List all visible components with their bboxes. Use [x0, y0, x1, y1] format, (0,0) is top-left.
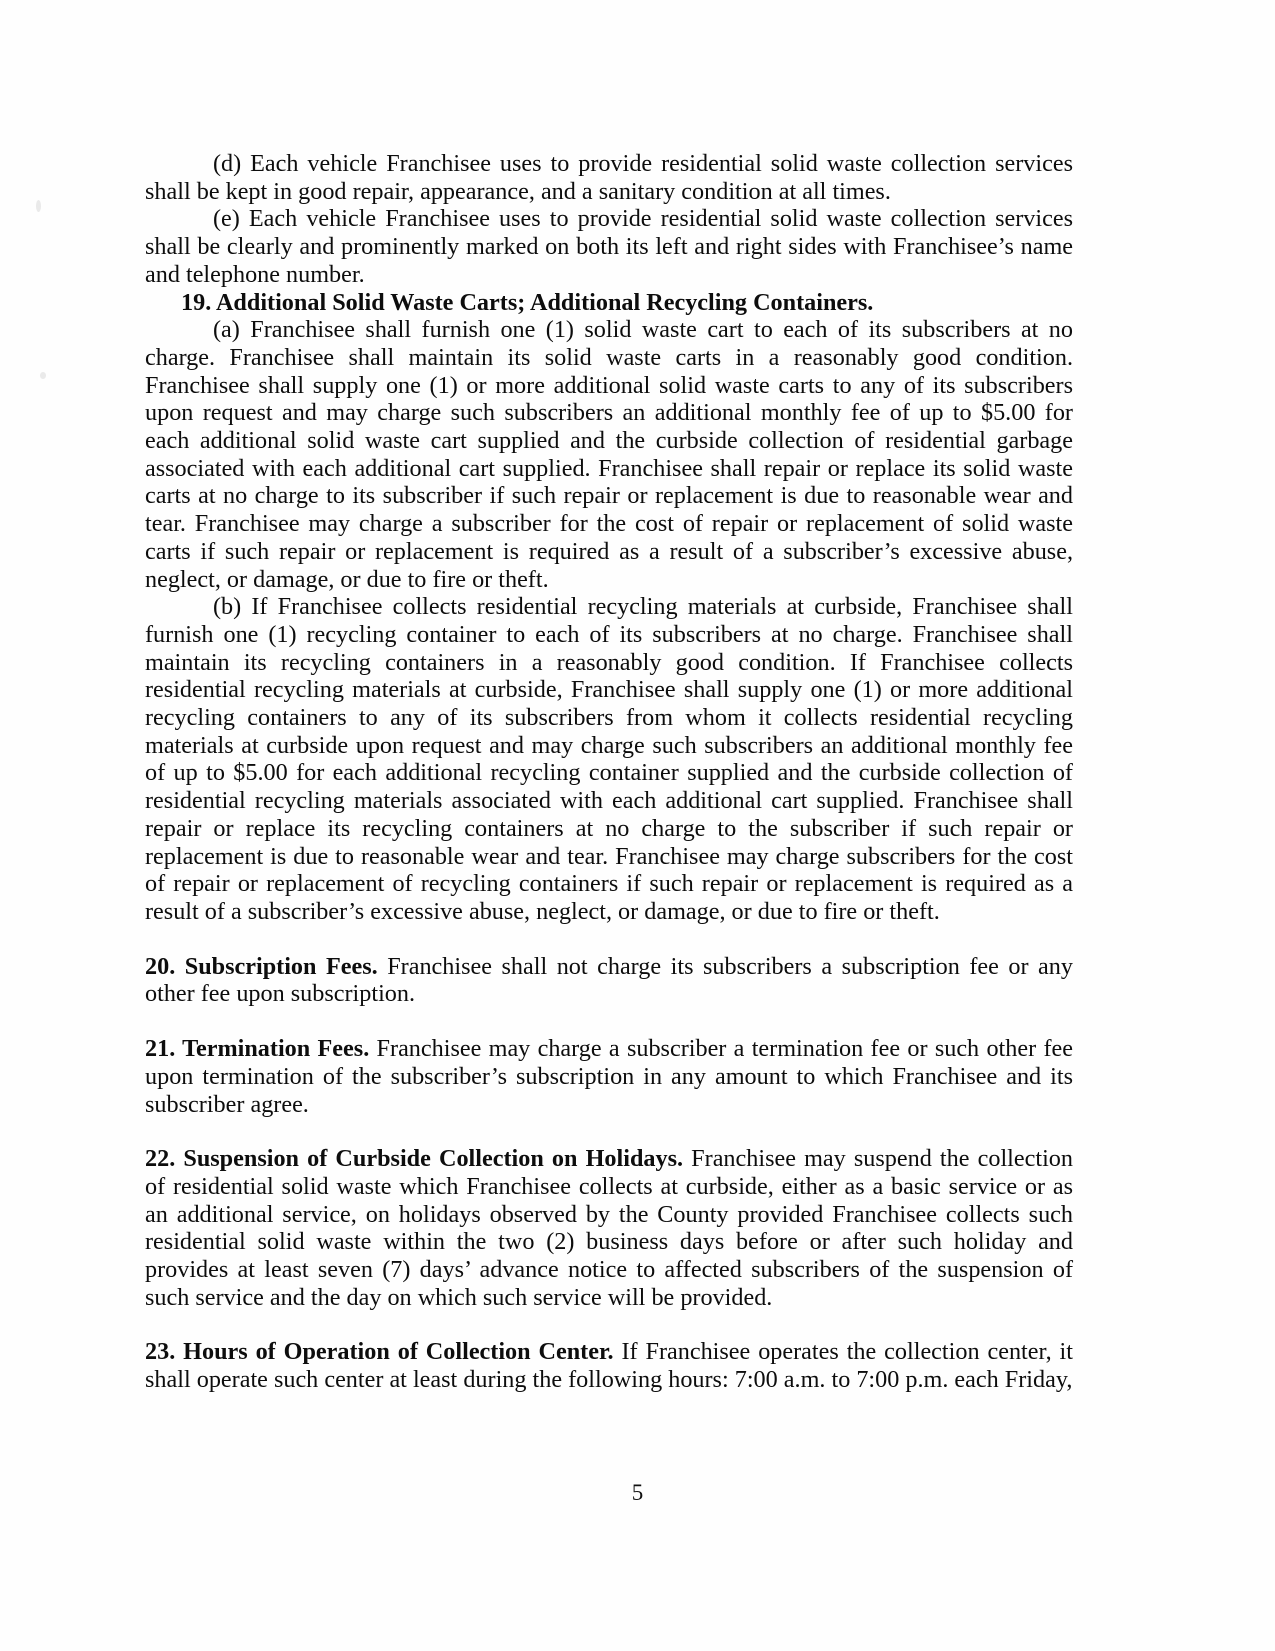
paragraph-d: (d) Each vehicle Franchisee uses to provide residential solid waste collection services shall be kept in good repair, appearance, and a sanitary condition at all times. [145, 150, 1073, 205]
section-21-heading: 21. Termination Fees. [145, 1035, 370, 1063]
paragraph-e: (e) Each vehicle Franchisee uses to provide residential solid waste collection services shall be clearly and prominently marked on both its left and right sides with Franchisee’s name and telephone number. [145, 205, 1073, 288]
section-20-text: Franchisee shall not charge its subscribers a subscription fee or any other fee upon subscription. [145, 952, 1073, 1008]
section-20-subscription-fees [145, 953, 1073, 1008]
document-body [145, 150, 1073, 1394]
section-21-termination-fees [145, 1035, 1073, 1118]
section-22-text: Franchisee may suspend the collection of residential solid waste which Franchisee collects at curbside, either as a basic service or as an additional service, on holidays observed by the County provided Franchisee collects such residential solid waste within the two (2) business days before or after such holiday and provides at least seven (7) days’ advance notice to affected subscribers of the suspension of such service and the day on which such service will be provided. [145, 1145, 1073, 1311]
section-23-heading: 23. Hours of Operation of Collection Center. [145, 1338, 614, 1366]
section-21-text: Franchisee may charge a subscriber a termination fee or such other fee upon termination of the subscriber’s subscription in any amount to which Franchisee and its subscriber agree. [145, 1035, 1073, 1118]
section-23-hours-of-operation [145, 1338, 1073, 1393]
page-number: 5 [631, 1480, 644, 1505]
section-22-suspension-of-curbside-collection [145, 1145, 1073, 1311]
section-19-paragraph-b: (b) If Franchisee collects residential recycling materials at curbside, Franchisee shall furnish one (1) recycling container to each of its subscribers at no charge. Franchisee shall maintain its recycling containers in a reasonably good condition. If Franchisee collects residential recycling materials at curbside, Franchisee shall supply one (1) or more additional recycling containers to any of its subscribers from whom it collects residential recycling materials at curbside upon request and may charge such subscribers an additional monthly fee of up to $5.00 for each additional recycling container supplied and the curbside collection of residential recycling materials associated with each additional cart supplied. Franchisee shall repair or replace its recycling containers at no charge to the subscriber if such repair or replacement is due to reasonable wear and tear. Franchisee may charge subscribers for the cost of repair or replacement of recycling containers if such repair or replacement is required as a result of a subscriber’s excessive abuse, neglect, or damage, or due to fire or theft. [145, 593, 1073, 925]
section-20-heading: 20. Subscription Fees. [145, 952, 378, 980]
section-23-text: If Franchisee operates the collection center, it shall operate such center at least during the following hours: 7:00 a.m. to 7:00 p.m. each Friday, [145, 1338, 1073, 1394]
scan-artifact-speck [40, 372, 46, 379]
section-19-paragraph-a: (a) Franchisee shall furnish one (1) solid waste cart to each of its subscribers at no charge. Franchisee shall maintain its solid waste carts in a reasonably good condition. Franchisee shall supply one (1) or more additional solid waste carts to any of its subscribers upon request and may charge such subscribers an additional monthly fee of up to $5.00 for each additional solid waste cart supplied and the curbside collection of residential garbage associated with each additional cart supplied. Franchisee shall repair or replace its solid waste carts at no charge to its subscriber if such repair or replacement is due to reasonable wear and tear. Franchisee may charge a subscriber for the cost of repair or replacement of solid waste carts if such repair or replacement is required as a result of a subscriber’s excessive abuse, neglect, or damage, or due to fire or theft. [145, 316, 1073, 593]
section-19-heading: 19. Additional Solid Waste Carts; Additional Recycling Containers. [181, 288, 874, 316]
section-22-heading: 22. Suspension of Curbside Collection on Holidays. [145, 1145, 684, 1173]
scan-artifact-speck [36, 200, 41, 212]
